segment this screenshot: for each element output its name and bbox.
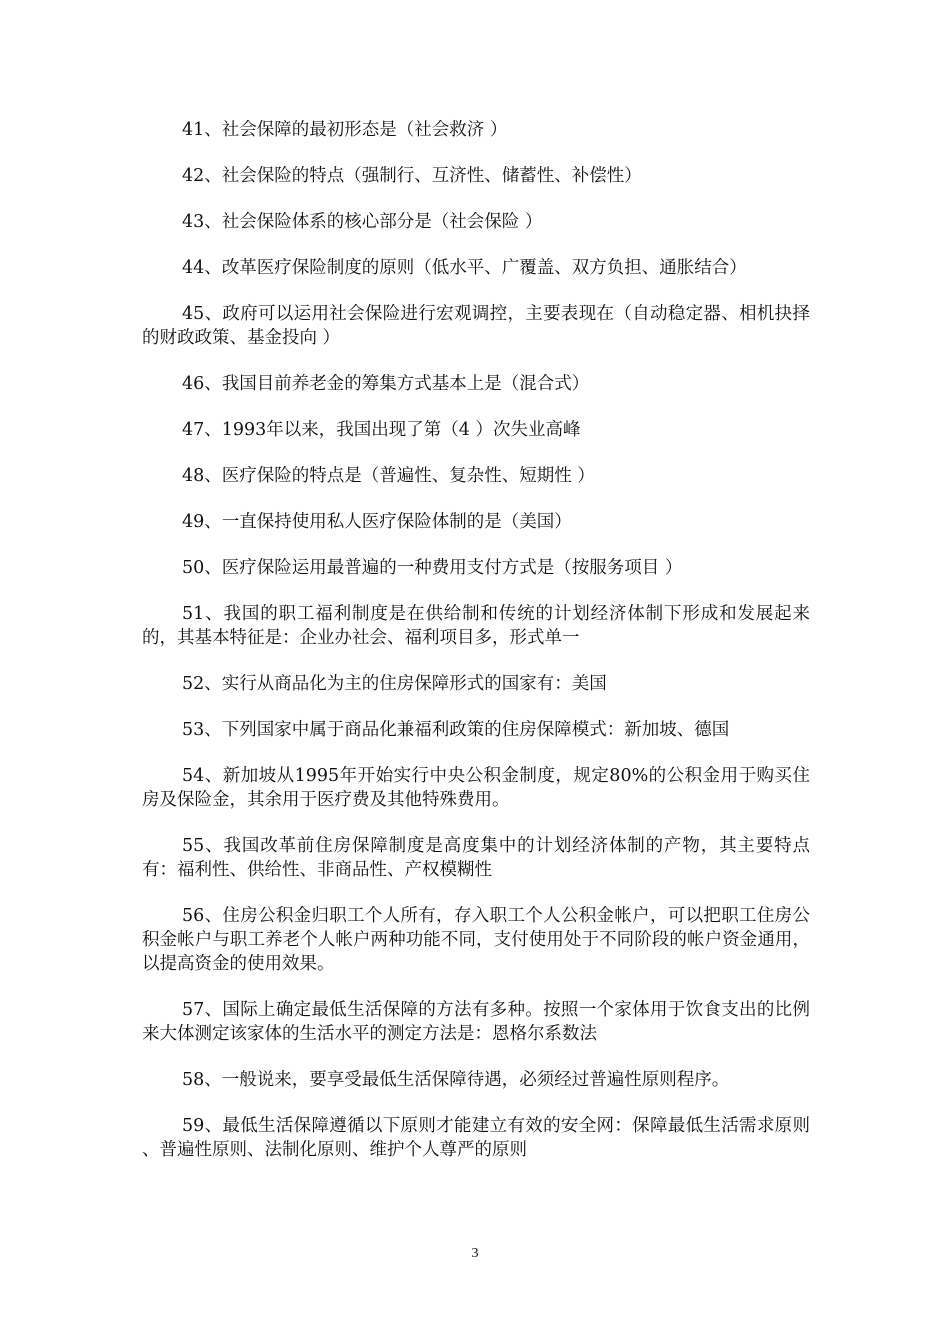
question-45: 45、政府可以运用社会保险进行宏观调控，主要表现在（自动稳定器、相机抉择的财政政策、基金投向 ） <box>142 304 810 348</box>
question-55: 55、我国改革前住房保障制度是高度集中的计划经济体制的产物，其主要特点有：福利性、供给性、非商品性、产权模糊性 <box>142 836 810 880</box>
question-59: 59、最低生活保障遵循以下原则才能建立有效的安全网：保障最低生活需求原则 、普遍性原则、法制化原则、维护个人尊严的原则 <box>142 1116 816 1160</box>
question-44: 44、改革医疗保险制度的原则（低水平、广覆盖、双方负担、通胀结合） <box>182 258 747 278</box>
question-54: 54、新加坡从1995年开始实行中央公积金制度，规定80%的公积金用于购买住房及保险金，其余用于医疗费及其他特殊费用。 <box>142 766 810 810</box>
question-58: 58、一般说来，要享受最低生活保障待遇，必须经过普遍性原则程序。 <box>182 1070 730 1090</box>
question-50: 50、医疗保险运用最普遍的一种费用支付方式是（按服务项目 ） <box>182 558 683 578</box>
question-48: 48、医疗保险的特点是（普遍性、复杂性、短期性 ） <box>182 466 595 486</box>
question-56: 56、住房公积金归职工个人所有，存入职工个人公积金帐户，可以把职工住房公积金帐户与职工养老个人帐户两种功能不同，支付使用处于不同阶段的帐户资金通用，以提高资金的使用效果。 <box>142 906 810 974</box>
page-number: 3 <box>471 1246 479 1261</box>
question-57: 57、国际上确定最低生活保障的方法有多种。按照一个家体用于饮食支出的比例来大体测定该家体的生活水平的测定方法是：恩格尔系数法 <box>142 1000 810 1044</box>
question-46: 46、我国目前养老金的筹集方式基本上是（混合式） <box>182 374 590 394</box>
question-47: 47、1993年以来，我国出现了第（4 ）次失业高峰 <box>182 420 581 440</box>
question-53: 53、下列国家中属于商品化兼福利政策的住房保障模式：新加坡、德国 <box>182 720 730 740</box>
document-body <box>142 118 816 1184</box>
question-43: 43、社会保险体系的核心部分是（社会保险 ） <box>182 212 543 232</box>
question-41: 41、社会保障的最初形态是（社会救济 ） <box>182 120 508 140</box>
question-49: 49、一直保持使用私人医疗保险体制的是（美国） <box>182 512 572 532</box>
question-51: 51、我国的职工福利制度是在供给制和传统的计划经济体制下形成和发展起来的，其基本特征是：企业办社会、福利项目多，形式单一 <box>142 604 810 648</box>
question-52: 52、实行从商品化为主的住房保障形式的国家有：美国 <box>182 674 607 694</box>
question-42: 42、社会保险的特点（强制行、互济性、储蓄性、补偿性） <box>182 166 642 186</box>
